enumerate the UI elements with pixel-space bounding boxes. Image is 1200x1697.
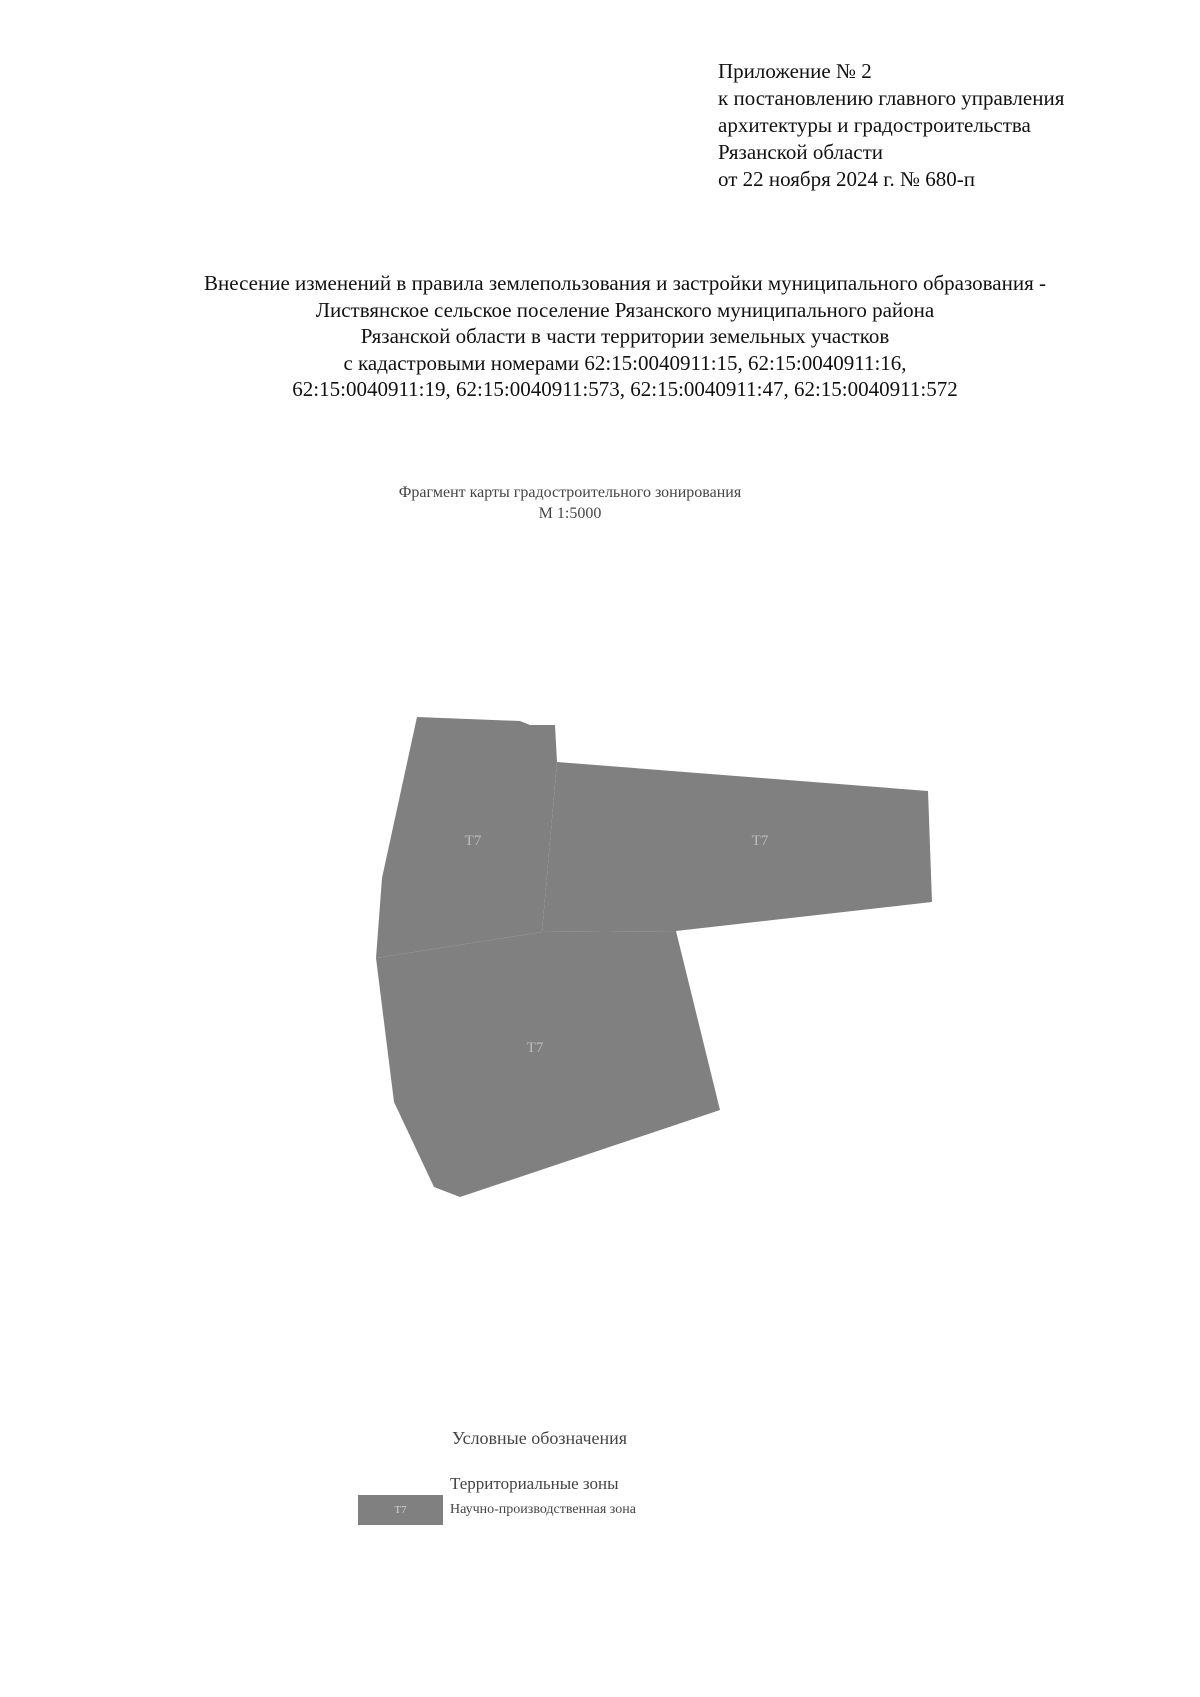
zone-parcel-south [376, 931, 720, 1197]
legend-swatch-code: Т7 [394, 1504, 407, 1516]
appendix-line: к постановлению главного управления [718, 86, 1065, 110]
title-line: 62:15:0040911:19, 62:15:0040911:573, 62:15:0040911:47, 62:15:0040911:572 [292, 377, 958, 401]
legend-title: Условные обозначения [452, 1428, 628, 1448]
appendix-line: Приложение № 2 [718, 59, 872, 83]
appendix-line: Рязанской области [718, 140, 884, 164]
zone-label: Т7 [526, 1040, 544, 1056]
map-caption-title: Фрагмент карты градостроительного зонирования [398, 484, 742, 501]
title-line: с кадастровыми номерами 62:15:0040911:15, 62:15:0040911:16, [343, 350, 907, 375]
map-scale: М 1:5000 [538, 505, 602, 522]
zone-label: Т7 [464, 833, 482, 849]
title-line: Рязанской области в части территории земельных участков [360, 324, 890, 348]
legend-swatch [358, 1495, 443, 1525]
legend-group-label: Территориальные зоны [450, 1474, 619, 1493]
title-line: Листвянское сельское поселение Рязанского муниципального района [315, 297, 935, 322]
legend-item-label: Научно-производственная зона [450, 1502, 636, 1517]
zone-label: Т7 [751, 833, 769, 849]
appendix-line: от 22 ноября 2024 г. № 680-п [718, 167, 976, 191]
zone-parcel-east [542, 762, 932, 932]
appendix-line: архитектуры и градостроительства [718, 113, 1031, 137]
title-line: Внесение изменений в правила землепользования и застройки муниципального образования - [204, 271, 1046, 295]
zone-parcels [376, 717, 932, 1197]
